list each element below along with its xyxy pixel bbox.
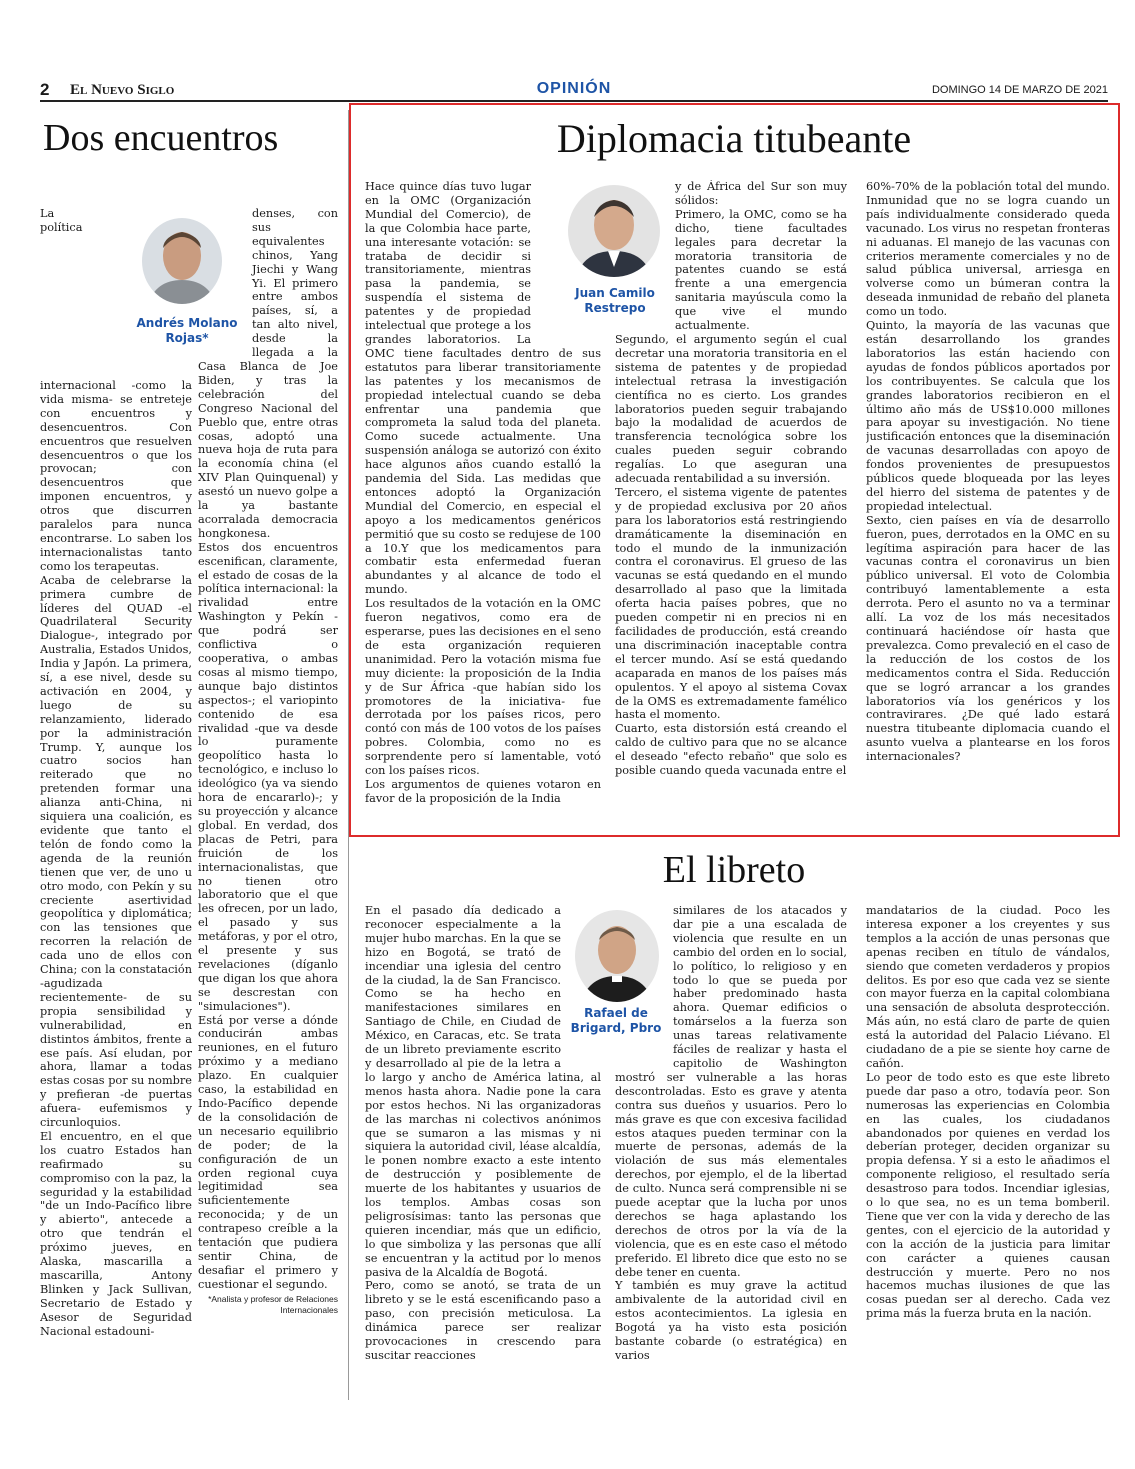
newspaper-name: El Nuevo Siglo [70, 82, 175, 98]
article2-author: Juan Camilo Restrepo [575, 286, 655, 315]
article2-col2-text: y de África del Sur son muy sólidos: Primero, la OMC, como se ha dicho, tiene facultades legales para decretar la moratoria transitoria de patentes cuando se está frente a una emergencia sanitaria mayúscula como la que vive el mundo actualmente. Segundo, el argumento según el cual decretar una moratoria transitoria en el sistema de patentes y de propiedad intelectual retrasa la investigación científica no es cierto. Los grandes laboratorios pueden seguir trabajando bajo la modalidad de acuerdos de transferencia tecnológica sobre los cuales pueden seguir cobrando regalías. Lo que aseguran una adecuada rentabilidad a su inversión. Tercero, el sistema vigente de patentes y de propiedad exclusiva por 20 años para los laboratorios está restringiendo dramáticamente la diseminación en todo el mundo de la inmunización contra el coronavirus. El grueso de las vacunas se está quedando en el mundo desarrollado al paso que la limitada oferta hacia países pobres, que no pueden competir ni en precios ni en facilidades de producción, está creando una discriminación inaceptable contra el tercer mundo. Así se está quedando acaparada en manos de los países más opulentos. Y el apoyo al sistema Covax de la OMS es extremadamente famélico hasta el momento. Cuarto, esta distorsión está creando el caldo de cultivo para que no se alcance el deseado "efecto rebaño" que solo es posible cuando queda vacunada entre el [615, 180, 847, 778]
page-header [40, 80, 1108, 100]
article3-col2-text: similares de los atacados y dar pie a una escalada de violencia que resulte en un cambio del orden en lo social, lo político, lo religioso y en todo lo que se pueda por haber predominado hasta ahora. Quemar edificios o tomárselos a la fuerza son unas tareas relativamente fáciles de realizar y hasta el capitolio de Washington mostró ser vulnerable a las horas descontroladas. Esto es grave y atenta contra sus dueños y usuarios. Pero lo más grave es que con excesiva facilidad estos ataques pueden terminar con la muerte de personas, además de la violación de sus más elementales derechos, por ejemplo, el de la libertad de culto. Nunca será comprensible ni se puede aceptar que la lucha por unos derechos se haga aplastando los derechos de otros por la vía de la violencia, que es en este caso el método preferido. El libreto dice que esto no se debe tener en cuenta. Y también es muy grave la actitud ambivalente de la autoridad civil en estos acontecimientos. La iglesia en Bogotá ya ha visto esta posición bastante cobarde (o estratégica) en varios [615, 904, 847, 1362]
article2-column-1 [365, 180, 601, 825]
article3-author: Rafael de Brigard, Pbro [570, 1006, 662, 1035]
article1-col2-text: denses, con sus equivalentes chinos, Yang Jiechi y Wang Yi. El primero entre ambos países, sí, a tan alto nivel, desde la llegada a la Casa Blanca de Joe Biden, y tras la celebración del Congreso Nacional del Pueblo que, entre otras cosas, adoptó una nueva hoja de ruta para la economía china (el XIV Plan Quinquenal) y asestó un nuevo golpe a la ya bastante acorralada democracia hongkonesa. Estos dos encuentros escenifican, claramente, el estado de cosas de la política internacional: la rivalidad entre Washington y Pekín -que podrá ser conflictiva o cooperativa, o ambas cosas al mismo tiempo, aunque bajo distintos aspectos-; el variopinto contenido de esa rivalidad -que va desde lo puramente geopolítico hasta lo tecnológico, e incluso lo ideológico (ya va siendo hora de encararlo)-; y su proyección y alcance global. En verdad, dos placas de Petri, para fruición de los internacionalistas, que no tienen otro laboratorio que el que les ofrecen, por un lado, el pasado y sus metáforas, y por el otro, el presente y sus revelaciones (díganlo que digan los que ahora se descrestan con "simulaciones"). Está por verse a dónde conducirán ambas reuniones, en el futuro próximo y a mediano plazo. En cualquier caso, la estabilidad en Indo-Pacífico depende de la consolidación de un necesario equilibrio de poder; de la configuración de un orden regional cuya legitimidad sea suficientemente reconocida; y de un contrapeso creíble a la tentación que pudiera sentir China, de desafiar el primero y cuestionar el segundo. [198, 207, 338, 1291]
article2-col1-text: Hace quince días tuvo lugar en la OMC (Organización Mundial del Comercio), de la que Colombia hace parte, una interesante votación: se trataba de decidir si transitoriamente, mientras pasa la pandemia, se suspendía el sistema de patentes y de propiedad intelectual que protege a los grandes laboratorios. La OMC tiene facultades dentro de sus estatutos para liberar transitoriamente las patentes y los mecanismos de propiedad intelectual cuando se deba enfrentar una pandemia que comprometa la salud toda del planeta. Como sucede actualmente. Una suspensión análoga se autorizó con éxito hace algunos años cuando estalló la pandemia del Sida. Las medidas que entonces adoptó la Organización Mundial del Comercio, en especial el apoyo a los medicamentos genéricos permitió que su costo se redujese de 100 a 10.Y que los medicamentos para combatir esta enfermedad fueran abundantes y al alcance de todo el mundo. Los resultados de la votación en la OMC fueron negativos, como era de esperarse, pues las decisiones en el seno de esta organización requieren unanimidad. Pero la votación misma fue muy diciente: la proposición de la India y de Sur África -que habían sido los promotores de la iniciativa- fue derrotada por los países ricos, pero contó con más de 100 votos de los países pobres. Colombia, como no es sorprendente pero sí lamentable, votó con los países ricos. Los argumentos de quienes votaron en favor de la proposición de la India [365, 180, 601, 805]
article3-column-2 [615, 904, 847, 1394]
header-rule [40, 100, 1108, 102]
article2-column-2 [615, 180, 847, 825]
article3-title: El libreto [662, 849, 806, 891]
article3-col3-text: mandatarios de la ciudad. Poco les interesa exponer a los creyentes y sus templos a la acción de unas personas que apenas reciben en título de vándalos, siendo que cometen verdaderos y propios delitos. Es por eso que cada vez se siente con mayor fuerza en la capital colombiana una sensación de absoluta desprotección. Más aún, no está claro de parte de quien está la autoridad del Palacio Liévano. El ciudadano de a pie se siente hoy carne de cañón. Lo peor de todo esto es que este libreto puede dar paso a otro, todavía peor. Son numerosas las experiencias en Colombia en las cuales, los ciudadanos abandonados por quienes en verdad los deberían proteger, deciden organizar su propia defensa. Y si a esto le añadimos el componente religioso, el resultado sería desastroso para todos. Incendiar iglesias, o lo que sea, no es un tema bomberil. Tiene que ver con la vida y derecho de las gentes, con el ejercicio de la autoridad y con la acción de la justicia para limitar con carácter a quienes causan destrucción y muerte. Pero no nos hacemos muchas ilusiones de que las cosas puedan ser al derecho. Cada vez prima más la fuerza bruta en la nación. [866, 904, 1110, 1321]
article1-column-1 [40, 207, 192, 1392]
article1-column-2 [198, 207, 338, 1392]
page-number: 2 [40, 80, 50, 99]
article3-col1-text: En el pasado día dedicado a reconocer especialmente a la mujer hubo marchas. En la que se hizo en Bogotá, se trató de incendiar una iglesia del centro de la ciudad, la de San Francisco. Como se ha hecho en manifestaciones similares en Santiago de Chile, en Ciudad de México, en Caracas, etc. Se trata de un libreto previamente escrito y desarrollado al pie de la letra a lo largo y ancho de América latina, al menos hasta ahora. Nadie pone la cara por estos hechos. Ni las organizadoras de las marchas ni colectivos anónimos que se sumaron a las mismas y ni siquiera la autoridad civil, léase alcaldía, le ponen nombre exacto a este intento de destrucción y posiblemente de muerte de los habitantes y usuarios de los templos. Ambas cosas son peligrosísimas: tanto las personas que quieren incendiar, más que un edificio, lo que simboliza y las personas que allí se encuentran y la actitud por lo menos pasiva de la Alcaldía de Bogotá. Pero, como se anotó, se trata de un libreto y se le está escenificando paso a paso, con precisión meticulosa. La dinámica parece ser realizar provocaciones in crescendo para suscitar reacciones [365, 904, 601, 1362]
article2-title: Diplomacia titubeante [556, 116, 912, 161]
article1-title: Dos encuentros [43, 117, 279, 159]
article3-column-1 [365, 904, 601, 1394]
article2-col3-text: 60%-70% de la población total del mundo. Inmunidad que no se logra cuando un país individualmente considerado queda vacunado. Los virus no respetan fronteras ni aduanas. El manejo de las vacunas con criterios meramente comerciales y no de salud pública universal, arriesga en volverse como un búmeran contra la deseada inmunidad de rebaño del planeta como un todo. Quinto, la mayoría de las vacunas que están desarrollando los grandes laboratorios las están haciendo con ayudas de fondos públicos aportados por los contribuyentes. Se calcula que los grandes laboratorios recibieron en el último año más de US$10.000 millones para apoyar su investigación. No tiene justificación entonces que la diseminación de vacunas desarrolladas con apoyo de fondos provenientes de presupuestos públicos quede bloqueada por las leyes del hierro del sistema de patentes y de propiedad intelectual. Sexto, cien países en vía de desarrollo fueron, pues, derrotados en la OMC en su legítima aspiración para hacer de las vacunas contra el coronavirus un bien público universal. El voto de Colombia contribuyó lamentablemente a esta derrota. Pero el asunto no va a terminar allí. La voz de los más necesitados continuará haciéndose oír hasta que prevalezca. Como prevaleció en el caso de la reducción de los costos de los medicamentos contra el Sida. Reducción que se logró arrancar a los grandes laboratorios vía los genéricos y los contravirares. ¿De qué lado estará nuestra titubeante diplomacia cuando el asunto vuelva a plantearse en los foros internacionales? [866, 180, 1110, 764]
article2-column-3 [866, 180, 1110, 825]
article1-col1-text: La política internacional -como la vida misma- se entreteje con encuentros y desencuentros. Con encuentros que resuelven desencuentros o que los provocan; con desencuentros que imponen encuentros, y otros que discurren paralelos para nunca encontrarse. Lo saben los internacionalistas tanto como los terapeutas. Acaba de celebrarse la primera cumbre de líderes del QUAD -el Quadrilateral Security Dialogue-, integrado por Australia, Estados Unidos, India y Japón. La primera, sí, a ese nivel, desde su activación en 2004, y luego de su relanzamiento, liderado por la administración Trump. Y, aunque los cuatro socios han reiterado que no pretenden formar una alianza anti-China, ni siquiera una coalición, es evidente que tanto el telón de fondo como la agenda de la reunión tienen que ver, de uno u otro modo, con Pekín y su creciente asertividad geopolítica y diplomática; con las tensiones que recorren la relación de cada uno de ellos con China; con la constatación -agudizada recientemente- de su propia sensibilidad y vulnerabilidad, en distintos ámbitos, frente a ese país. Así eludan, por ahora, llamar a todas estas cosas por su nombre y prefieran -de puertas afuera- eufemismos y circunloquios. El encuentro, en el que los cuatro Estados han reafirmado su compromiso con la paz, la seguridad y la estabilidad "de un Indo-Pacífico libre y abierto", antecede a otro que tendrán el próximo jueves, en Alaska, mascarilla a mascarilla, Antony Blinken y Jack Sullivan, Secretario de Estado y Asesor de Seguridad Nacional estadouni- [40, 207, 192, 1338]
issue-date: DOMINGO 14 DE MARZO DE 2021 [931, 84, 1108, 96]
article1-footnote: *Analista y profesor de Relaciones Internacionales [208, 1293, 338, 1315]
section-name: OPINIÓN [536, 80, 612, 97]
article3-column-3 [866, 904, 1110, 1394]
article1-author: Andrés Molano Rojas* [136, 316, 238, 345]
